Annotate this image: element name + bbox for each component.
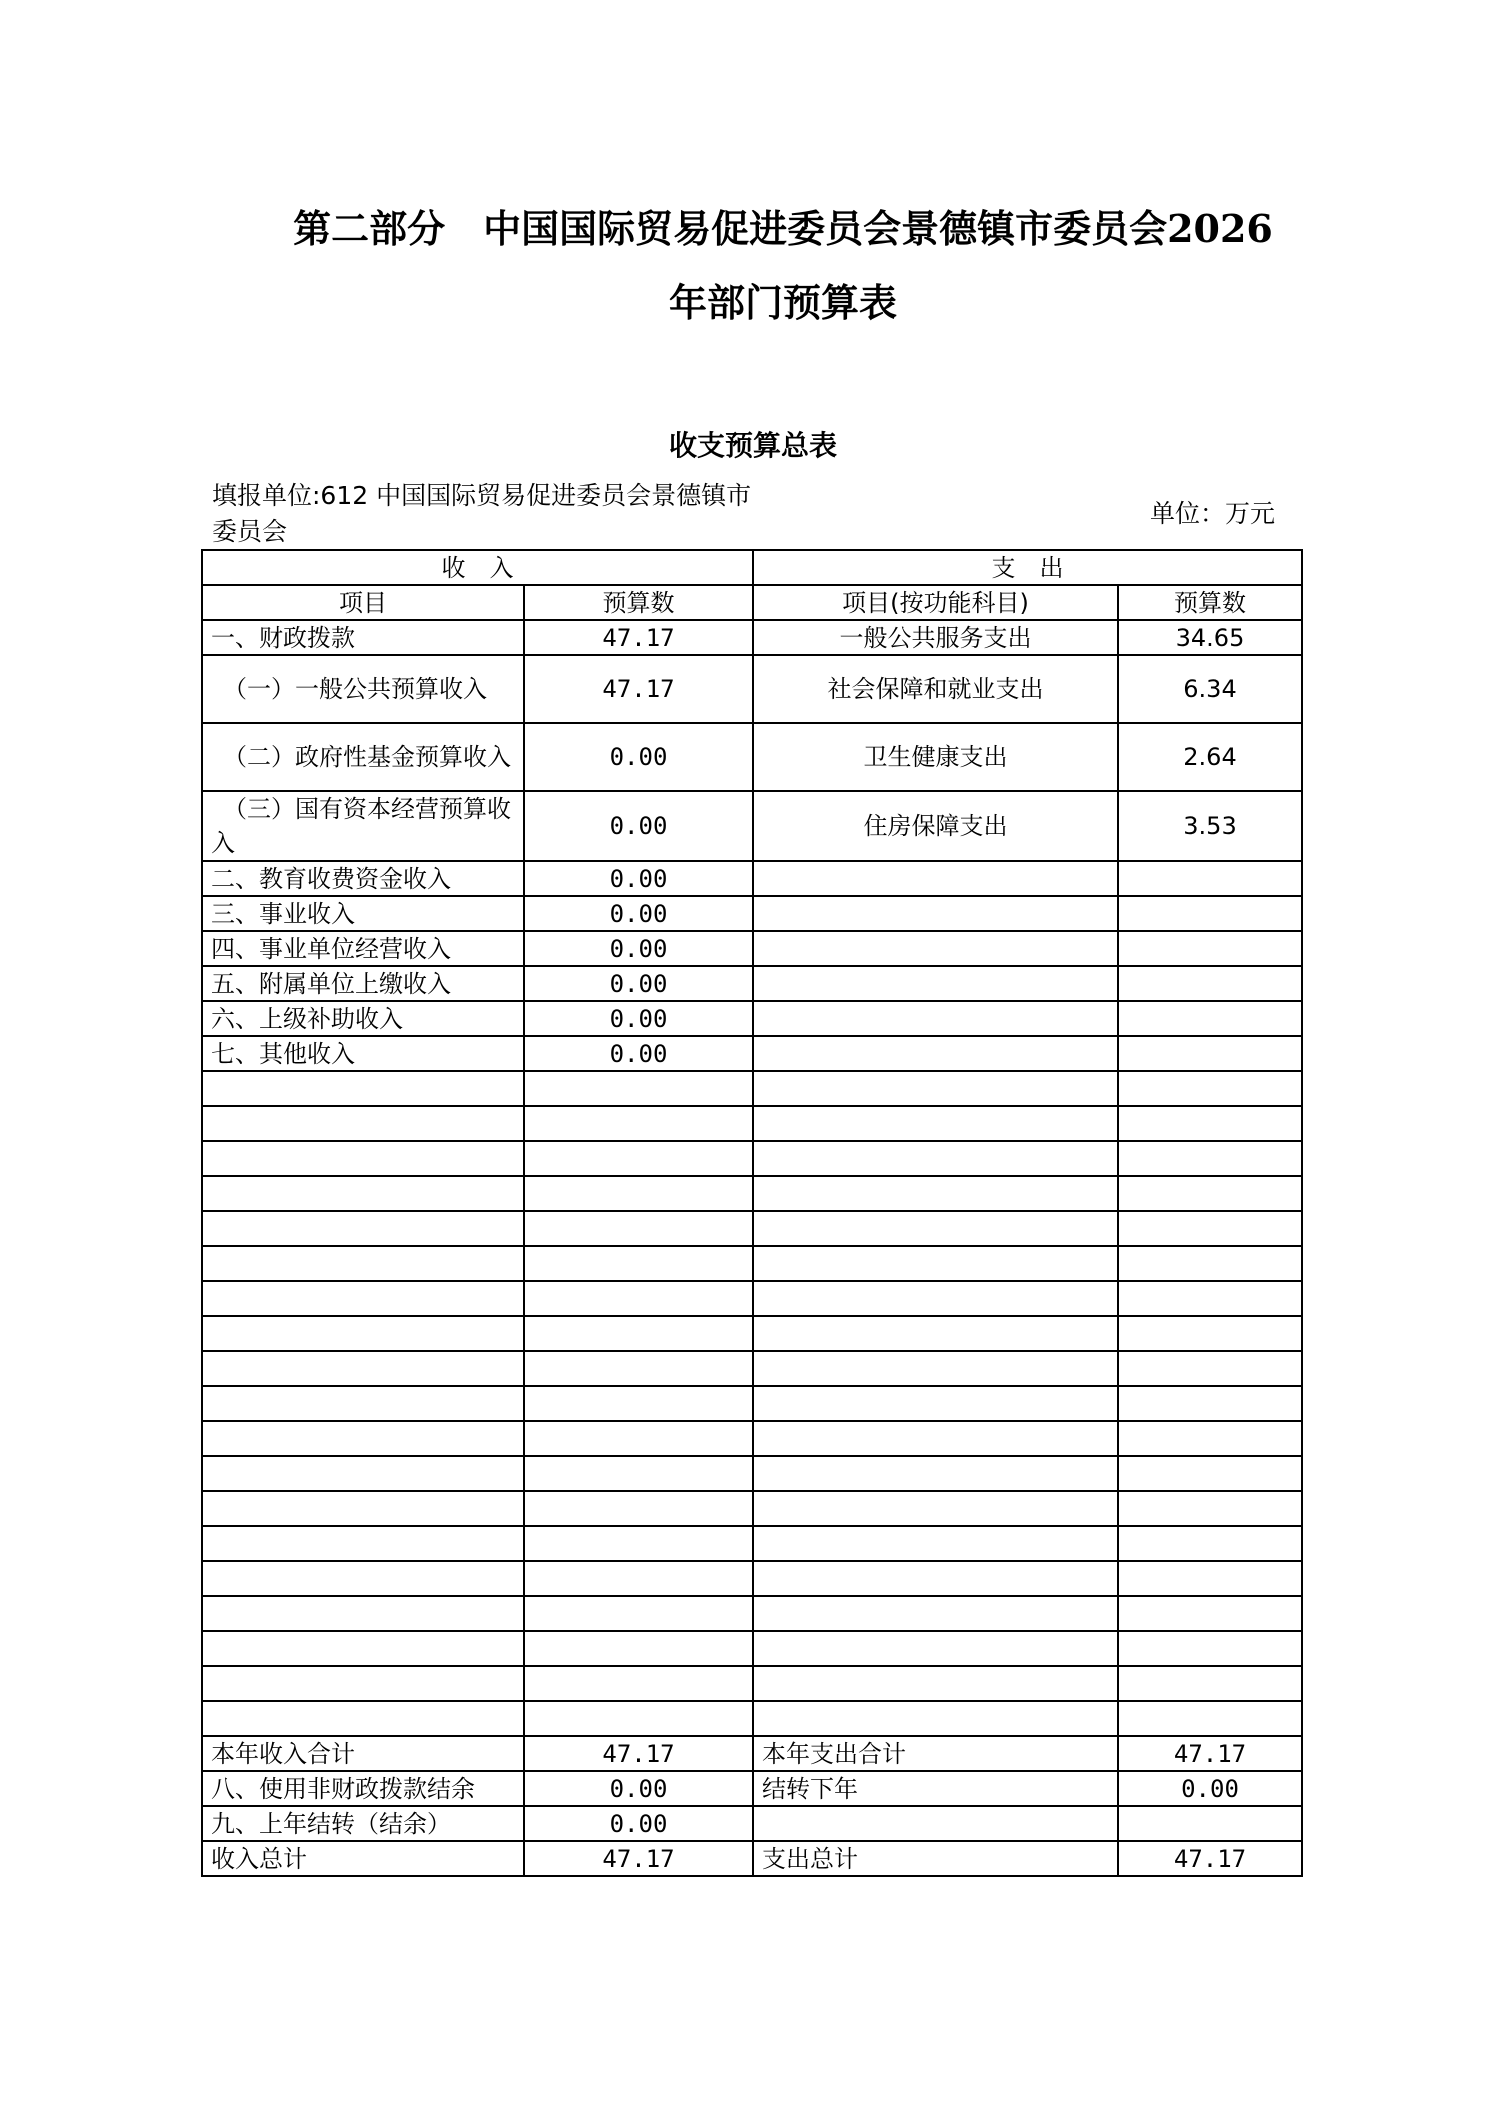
income-item: 三、事业收入 — [202, 896, 524, 931]
income-item: 六、上级补助收入 — [202, 1001, 524, 1036]
empty-cell — [202, 1316, 524, 1351]
expense-budget: 47.17 — [1118, 1841, 1302, 1876]
empty-cell — [753, 1141, 1118, 1176]
empty-cell — [524, 1421, 753, 1456]
income-budget: 47.17 — [524, 1841, 753, 1876]
empty-cell — [202, 1561, 524, 1596]
income-item: 一、财政拨款 — [202, 620, 524, 655]
expense-budget: 34.65 — [1118, 620, 1302, 655]
empty-cell — [524, 1631, 753, 1666]
empty-cell — [753, 1666, 1118, 1701]
table-row — [202, 791, 1302, 861]
empty-cell — [753, 1351, 1118, 1386]
expense-item-header: 项目(按功能科目) — [753, 585, 1118, 620]
empty-cell — [753, 1526, 1118, 1561]
empty-cell — [1118, 1386, 1302, 1421]
empty-cell — [753, 1106, 1118, 1141]
empty-cell — [202, 1176, 524, 1211]
income-item: 二、教育收费资金收入 — [202, 861, 524, 896]
empty-cell — [202, 1596, 524, 1631]
empty-cell — [202, 1421, 524, 1456]
empty-cell — [1118, 1491, 1302, 1526]
empty-row — [202, 1351, 1302, 1386]
expense-header: 支 出 — [753, 550, 1302, 585]
empty-cell — [1118, 1176, 1302, 1211]
empty-cell — [753, 1316, 1118, 1351]
empty-cell — [524, 1071, 753, 1106]
empty-cell — [753, 1596, 1118, 1631]
income-budget: 47.17 — [524, 655, 753, 723]
empty-cell — [1118, 1246, 1302, 1281]
empty-cell — [524, 1456, 753, 1491]
table-title: 收支预算总表 — [668, 429, 837, 462]
page-title-line1: 第二部分 中国国际贸易促进委员会景德镇市委员会2026 — [293, 206, 1273, 251]
empty-cell — [1118, 1351, 1302, 1386]
table-row — [202, 966, 1302, 1001]
expense-item: 社会保障和就业支出 — [753, 655, 1118, 723]
income-budget: 0.00 — [524, 1806, 753, 1841]
income-budget: 0.00 — [524, 966, 753, 1001]
empty-cell — [1118, 1701, 1302, 1736]
expense-item — [753, 1036, 1118, 1071]
empty-row — [202, 1281, 1302, 1316]
empty-row — [202, 1456, 1302, 1491]
empty-row — [202, 1596, 1302, 1631]
budget-table — [201, 549, 1303, 1877]
empty-cell — [753, 1456, 1118, 1491]
income-item: 九、上年结转（结余） — [202, 1806, 524, 1841]
empty-cell — [524, 1526, 753, 1561]
empty-cell — [524, 1666, 753, 1701]
empty-row — [202, 1246, 1302, 1281]
expense-budget — [1118, 966, 1302, 1001]
empty-cell — [202, 1211, 524, 1246]
empty-cell — [524, 1106, 753, 1141]
empty-cell — [524, 1281, 753, 1316]
expense-budget: 6.34 — [1118, 655, 1302, 723]
empty-cell — [524, 1211, 753, 1246]
expense-item: 一般公共服务支出 — [753, 620, 1118, 655]
empty-cell — [1118, 1596, 1302, 1631]
income-item: 收入总计 — [202, 1841, 524, 1876]
expense-budget — [1118, 1001, 1302, 1036]
empty-cell — [1118, 1631, 1302, 1666]
expense-item — [753, 966, 1118, 1001]
empty-row — [202, 1106, 1302, 1141]
empty-cell — [202, 1456, 524, 1491]
table-row — [202, 896, 1302, 931]
income-budget: 0.00 — [524, 791, 753, 861]
empty-row — [202, 1701, 1302, 1736]
empty-cell — [202, 1526, 524, 1561]
income-item: （三）国有资本经营预算收入 — [202, 791, 524, 861]
empty-cell — [753, 1246, 1118, 1281]
section-header-row — [202, 550, 1302, 585]
empty-cell — [753, 1176, 1118, 1211]
empty-cell — [1118, 1456, 1302, 1491]
income-item: （二）政府性基金预算收入 — [202, 723, 524, 791]
empty-cell — [202, 1631, 524, 1666]
empty-cell — [1118, 1106, 1302, 1141]
empty-cell — [202, 1491, 524, 1526]
empty-row — [202, 1386, 1302, 1421]
empty-cell — [202, 1351, 524, 1386]
empty-cell — [1118, 1071, 1302, 1106]
expense-budget — [1118, 896, 1302, 931]
empty-cell — [524, 1701, 753, 1736]
table-row — [202, 861, 1302, 896]
empty-row — [202, 1526, 1302, 1561]
income-item: （一）一般公共预算收入 — [202, 655, 524, 723]
page-title-line2: 年部门预算表 — [668, 280, 897, 325]
table-row — [202, 1036, 1302, 1071]
income-item: 四、事业单位经营收入 — [202, 931, 524, 966]
table-row — [202, 1806, 1302, 1841]
empty-cell — [1118, 1141, 1302, 1176]
empty-cell — [1118, 1526, 1302, 1561]
empty-cell — [524, 1246, 753, 1281]
income-budget: 0.00 — [524, 1771, 753, 1806]
empty-row — [202, 1316, 1302, 1351]
empty-row — [202, 1176, 1302, 1211]
expense-budget — [1118, 861, 1302, 896]
empty-cell — [753, 1491, 1118, 1526]
empty-cell — [753, 1386, 1118, 1421]
expense-item — [753, 1806, 1118, 1841]
empty-cell — [202, 1071, 524, 1106]
income-budget: 0.00 — [524, 1001, 753, 1036]
expense-item — [753, 896, 1118, 931]
expense-budget: 2.64 — [1118, 723, 1302, 791]
table-row — [202, 1736, 1302, 1771]
empty-cell — [202, 1666, 524, 1701]
empty-cell — [524, 1561, 753, 1596]
income-item-header: 项目 — [202, 585, 524, 620]
income-budget: 0.00 — [524, 931, 753, 966]
empty-cell — [753, 1421, 1118, 1456]
empty-cell — [753, 1211, 1118, 1246]
expense-budget — [1118, 931, 1302, 966]
empty-cell — [1118, 1421, 1302, 1456]
table-row — [202, 1771, 1302, 1806]
table-row — [202, 723, 1302, 791]
expense-item — [753, 931, 1118, 966]
empty-row — [202, 1141, 1302, 1176]
empty-cell — [1118, 1211, 1302, 1246]
empty-cell — [1118, 1316, 1302, 1351]
empty-cell — [202, 1701, 524, 1736]
empty-cell — [1118, 1281, 1302, 1316]
empty-row — [202, 1666, 1302, 1701]
income-budget: 47.17 — [524, 1736, 753, 1771]
empty-cell — [524, 1176, 753, 1211]
table-row — [202, 931, 1302, 966]
income-budget-header: 预算数 — [524, 585, 753, 620]
empty-cell — [524, 1316, 753, 1351]
expense-budget — [1118, 1036, 1302, 1071]
expense-budget: 47.17 — [1118, 1736, 1302, 1771]
expense-item — [753, 861, 1118, 896]
empty-row — [202, 1561, 1302, 1596]
expense-item: 支出总计 — [753, 1841, 1118, 1876]
filing-unit: 填报单位:612 中国国际贸易促进委员会景德镇市委员会 — [212, 481, 752, 546]
empty-row — [202, 1491, 1302, 1526]
empty-row — [202, 1421, 1302, 1456]
empty-cell — [1118, 1561, 1302, 1596]
empty-cell — [202, 1246, 524, 1281]
empty-cell — [753, 1071, 1118, 1106]
table-row — [202, 1841, 1302, 1876]
income-budget: 0.00 — [524, 861, 753, 896]
income-item: 八、使用非财政拨款结余 — [202, 1771, 524, 1806]
empty-cell — [753, 1701, 1118, 1736]
income-item: 七、其他收入 — [202, 1036, 524, 1071]
currency-unit: 单位：万元 — [1150, 499, 1276, 528]
expense-budget-header: 预算数 — [1118, 585, 1302, 620]
expense-budget: 3.53 — [1118, 791, 1302, 861]
expense-budget: 0.00 — [1118, 1771, 1302, 1806]
empty-cell — [753, 1561, 1118, 1596]
expense-item: 本年支出合计 — [753, 1736, 1118, 1771]
income-item: 本年收入合计 — [202, 1736, 524, 1771]
empty-cell — [202, 1141, 524, 1176]
income-budget: 0.00 — [524, 1036, 753, 1071]
expense-item: 结转下年 — [753, 1771, 1118, 1806]
income-budget: 0.00 — [524, 723, 753, 791]
column-header-row — [202, 585, 1302, 620]
table-row — [202, 620, 1302, 655]
empty-cell — [753, 1281, 1118, 1316]
income-header: 收 入 — [202, 550, 753, 585]
income-item: 五、附属单位上缴收入 — [202, 966, 524, 1001]
empty-row — [202, 1631, 1302, 1666]
empty-cell — [1118, 1666, 1302, 1701]
expense-budget — [1118, 1806, 1302, 1841]
empty-cell — [524, 1386, 753, 1421]
empty-row — [202, 1071, 1302, 1106]
expense-item: 卫生健康支出 — [753, 723, 1118, 791]
income-budget: 47.17 — [524, 620, 753, 655]
empty-cell — [524, 1596, 753, 1631]
expense-item — [753, 1001, 1118, 1036]
empty-cell — [524, 1351, 753, 1386]
table-row — [202, 1001, 1302, 1036]
income-budget: 0.00 — [524, 896, 753, 931]
empty-cell — [202, 1106, 524, 1141]
expense-item: 住房保障支出 — [753, 791, 1118, 861]
empty-cell — [202, 1386, 524, 1421]
empty-cell — [753, 1631, 1118, 1666]
empty-row — [202, 1211, 1302, 1246]
empty-cell — [202, 1281, 524, 1316]
empty-cell — [524, 1141, 753, 1176]
empty-cell — [524, 1491, 753, 1526]
table-row — [202, 655, 1302, 723]
